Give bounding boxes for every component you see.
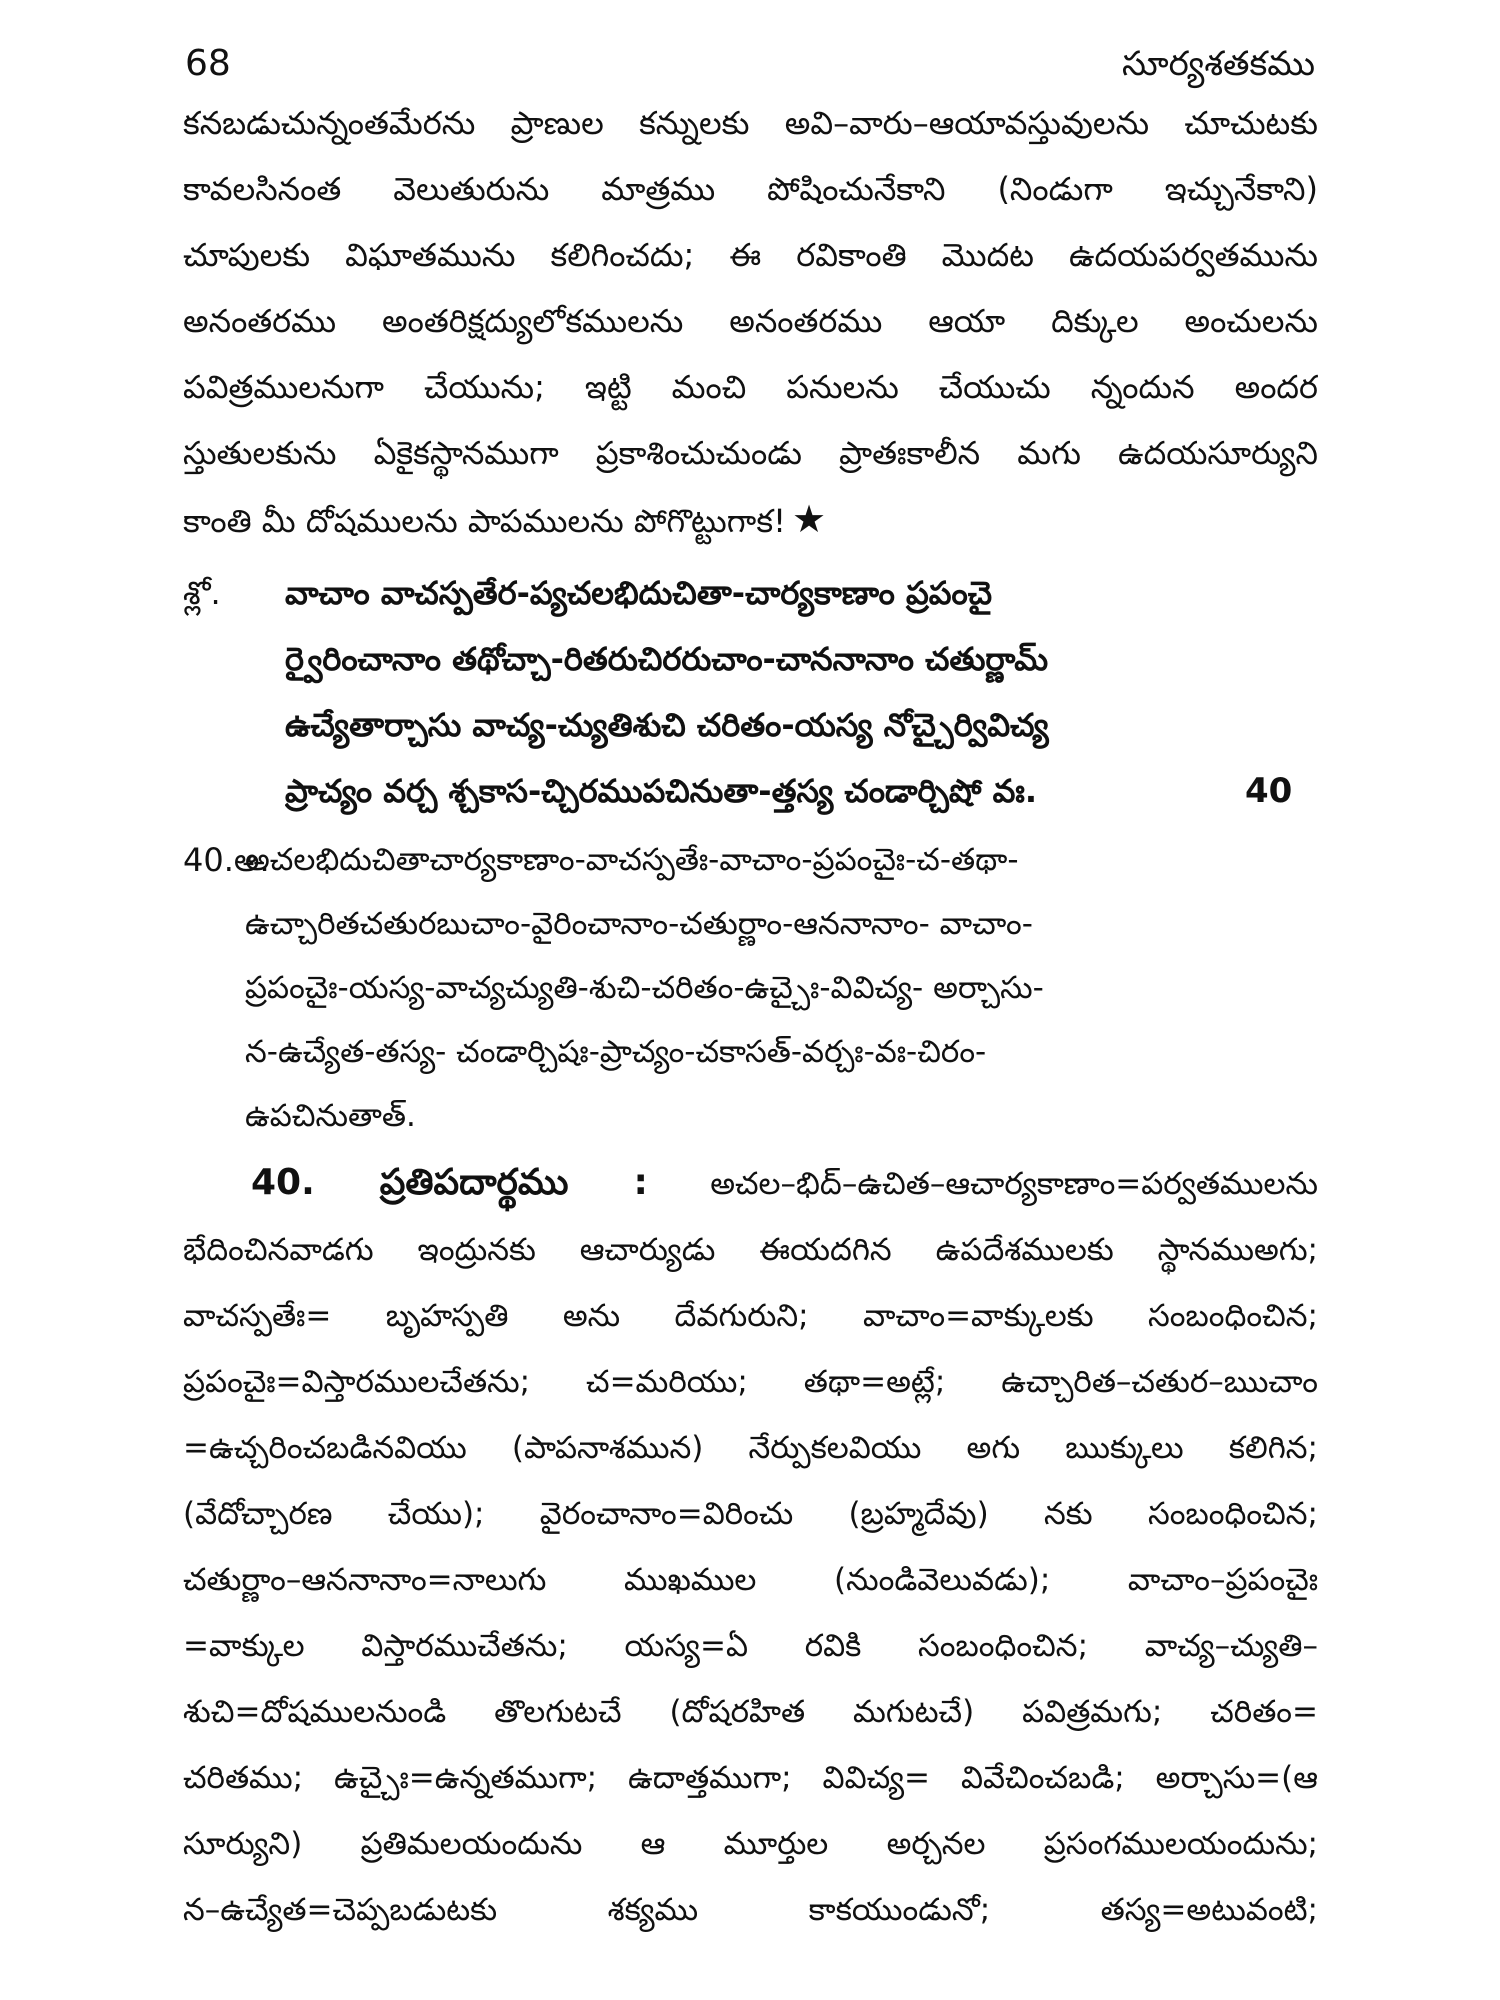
intro-line: పవిత్రములనుగా చేయును; ఇట్టి మంచి పనులను చేయుచు న్నందున అందర	[183, 368, 1318, 406]
intro-last-line	[183, 486, 1318, 554]
anvaya-line: న-ఉచ్యేత-తస్య- చండార్చిషః-ప్రాచ్యం-చకాసత్-వర్చః-వః-చిరం-	[245, 1034, 987, 1070]
meaning-line: భేదించినవాడగు ఇంద్రునకు ఆచార్యుడు ఈయదగిన ఉపదేశములకు స్థానముఅగు;	[183, 1232, 1318, 1268]
meaning-line: శుచి=దోషములనుండి తొలగుటచే (దోషరహిత మగుటచే) పవిత్రమగు; చరితం=	[183, 1694, 1318, 1730]
meaning-heading: 40. ప్రతిపదార్థము :	[251, 1162, 648, 1203]
word-meaning-section	[183, 1150, 1318, 1943]
intro-line: అనంతరము అంతరిక్షద్యులోకములను అనంతరము ఆయా దిక్కుల అంచులను	[183, 302, 1318, 340]
verse-line: ర్వైరించానాం తథోచ్చా-రితరుచిరరుచాం-చాననానాం చతుర్ణామ్	[285, 640, 1049, 678]
anvaya-label: 40.అ.	[183, 841, 270, 879]
verse-line: ఉచ్యేతార్చాసు వాచ్య-చ్యుతిశుచి చరితం-యస్య నోచ్చైర్వివిచ్య	[285, 706, 1049, 744]
meaning-line: చరితము; ఉచ్చైః=ఉన్నతముగా; ఉదాత్తముగా; వివిచ్య= వివేచించబడి; అర్చాసు=(ఆ	[183, 1760, 1318, 1796]
sanskrit-verse	[285, 560, 1305, 824]
meaning-line: చతుర్ణాం–ఆననానాం=నాలుగు ముఖముల (నుండివెలువడు); వాచాం–ప్రపంచైః	[183, 1562, 1318, 1598]
verse-number: 40	[1245, 771, 1293, 811]
meaning-line: సూర్యుని) ప్రతిమలయందును ఆ మూర్తుల అర్చనల ప్రసంగములయందును;	[183, 1826, 1318, 1862]
meaning-line: అచల–భిద్–ఉచిత–ఆచార్యకాణాం=పర్వతములను	[710, 1166, 1318, 1202]
intro-line: చూపులకు విఘాతమును కలిగించదు; ఈ రవికాంతి మొదట ఉదయపర్వతమును	[183, 236, 1318, 274]
meaning-line: వాచస్పతేః= బృహస్పతి అను దేవగురుని; వాచాం=వాక్కులకు సంబంధించిన;	[183, 1298, 1318, 1334]
meaning-line: =వాక్కుల విస్తారముచేతను; యస్య=ఏ రవికి సంబంధించిన; వాచ్య–చ్యుతి–	[183, 1628, 1318, 1664]
anvaya-line: ఉపచినుతాత్.	[245, 1098, 416, 1134]
meaning-line: న–ఉచ్యేత=చెప్పబడుటకు శక్యము కాకయుండునో; తస్య=అటువంటి;	[183, 1892, 1318, 1928]
verse-line: వాచాం వాచస్పతేర-ప్యచలభిదుచితా-చార్యకాణాం ప్రపంచై	[285, 574, 993, 612]
verse-label: శ్లో.	[183, 574, 221, 612]
star-icon: ★	[791, 497, 827, 541]
intro-line: కావలసినంత వెలుతురును మాత్రము పోషించునేకాని (నిండుగా ఇచ్చునేకాని)	[183, 170, 1318, 208]
anvaya-line: ప్రపంచైః-యస్య-వాచ్యచ్యుతి-శుచి-చరితం-ఉచ్చైః-వివిచ్య- అర్చాసు-	[245, 970, 1044, 1006]
meaning-first-line	[183, 1150, 1318, 1217]
anvaya-line: ఉచ్చారితచతురబుచాం-వైరించానాం-చతుర్ణాం-ఆననానాం- వాచాం-	[245, 906, 1033, 942]
anvaya-line: అచలభిదుచితాచార్యకాణాం-వాచస్పతేః-వాచాం-ప్రపంచైః-చ-తథా-	[245, 842, 1019, 878]
intro-line: స్తుతులకును ఏకైకస్థానముగా ప్రకాశించుచుండు ప్రాతఃకాలీన మగు ఉదయసూర్యుని	[183, 434, 1318, 472]
intro-line: కనబడుచున్నంతమేరను ప్రాణుల కన్నులకు అవి–వారు–ఆయావస్తువులను చూచుటకు	[183, 104, 1318, 142]
page-number: 68	[185, 43, 231, 84]
meaning-line: ప్రపంచైః=విస్తారములచేతను; చ=మరియు; తథా=అట్లే; ఉచ్చారిత–చతుర–ఋచాం	[183, 1364, 1318, 1400]
intro-line: కాంతి మీ దోషములను పాపములను పోగొట్టుగాక!	[183, 502, 786, 540]
intro-paragraph	[183, 90, 1318, 554]
meaning-line: =ఉచ్చరించబడినవియు (పాపనాశమున) నేర్పుకలవియు అగు ఋక్కులు కలిగిన;	[183, 1430, 1318, 1466]
meaning-line: (వేదోచ్చారణ చేయు); వైరంచానాం=విరించు (బ్రహ్మదేవు) నకు సంబంధించిన;	[183, 1496, 1318, 1532]
verse-line: ప్రాచ్యం వర్చ శ్చకాస-చ్చిరముపచినుతా-త్తస్య చండార్చిషో వః.	[285, 772, 1037, 810]
running-head: సూర్యశతకము	[1122, 44, 1315, 84]
anvaya-block	[245, 828, 1320, 1148]
